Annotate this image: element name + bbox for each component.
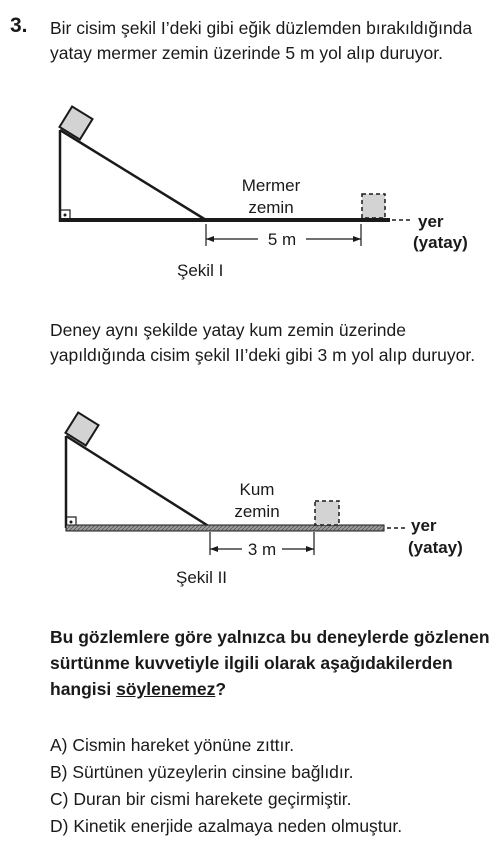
figure-1 [0, 0, 498, 290]
surface-label-line2: zemin [248, 198, 294, 217]
ground-label: yer [411, 516, 437, 535]
block-final-position [315, 501, 339, 525]
right-angle-dot [70, 521, 73, 524]
distance-arrowhead-right [306, 546, 314, 552]
incline-slope [60, 130, 206, 220]
option-b[interactable]: B) Sürtünen yüzeylerin cinsine bağlıdır. [50, 762, 354, 782]
block-on-incline [59, 106, 92, 139]
surface-label-line2: zemin [234, 502, 280, 521]
question-underlined-word: söylenemez [116, 679, 216, 699]
question-text: Bu gözlemlere göre yalnızca bu deneylerde gözlenen sürtünme kuvvetiyle ilgili olarak aşağıdakilerden hangisi [50, 627, 490, 699]
option-a[interactable]: A) Cismin hareket yönüne zıttır. [50, 735, 295, 755]
intro-paragraph: Bir cisim şekil I’deki gibi eğik düzlemden bırakıldığında yatay mermer zemin üzerinde 5 m yol alıp duruyor. [50, 18, 473, 63]
question-stem [50, 624, 490, 702]
right-angle-dot [64, 214, 67, 217]
question-number: 3. [10, 14, 28, 37]
second-paragraph: Deney aynı şekilde yatay kum zemin üzerinde yapıldığında cisim şekil II’deki gibi 3 m yol alıp duruyor. [50, 320, 476, 365]
figure-caption: Şekil I [177, 261, 224, 280]
figure-2 [0, 400, 498, 600]
answer-options [50, 732, 402, 840]
distance-arrowhead-left [210, 546, 218, 552]
ground-sub-label: (yatay) [408, 538, 463, 557]
ground-label: yer [418, 212, 444, 231]
block-on-incline [65, 412, 98, 445]
distance-arrowhead-right [353, 236, 361, 242]
distance-label: 3 m [247, 540, 277, 559]
surface-label-line1: Mermer [241, 176, 301, 195]
incline-slope [66, 436, 210, 527]
ground-sub-label: (yatay) [413, 233, 468, 252]
surface-label-line1: Kum [239, 480, 275, 499]
option-d[interactable]: D) Kinetik enerjide azalmaya neden olmuştur. [50, 816, 403, 836]
distance-arrowhead-left [206, 236, 214, 242]
distance-label: 5 m [267, 230, 297, 249]
question-mark: ? [215, 679, 227, 699]
figure-caption: Şekil II [176, 568, 228, 587]
sand-floor [66, 525, 384, 531]
option-c[interactable]: C) Duran bir cismi harekete geçirmiştir. [50, 789, 352, 809]
block-final-position [362, 194, 385, 218]
